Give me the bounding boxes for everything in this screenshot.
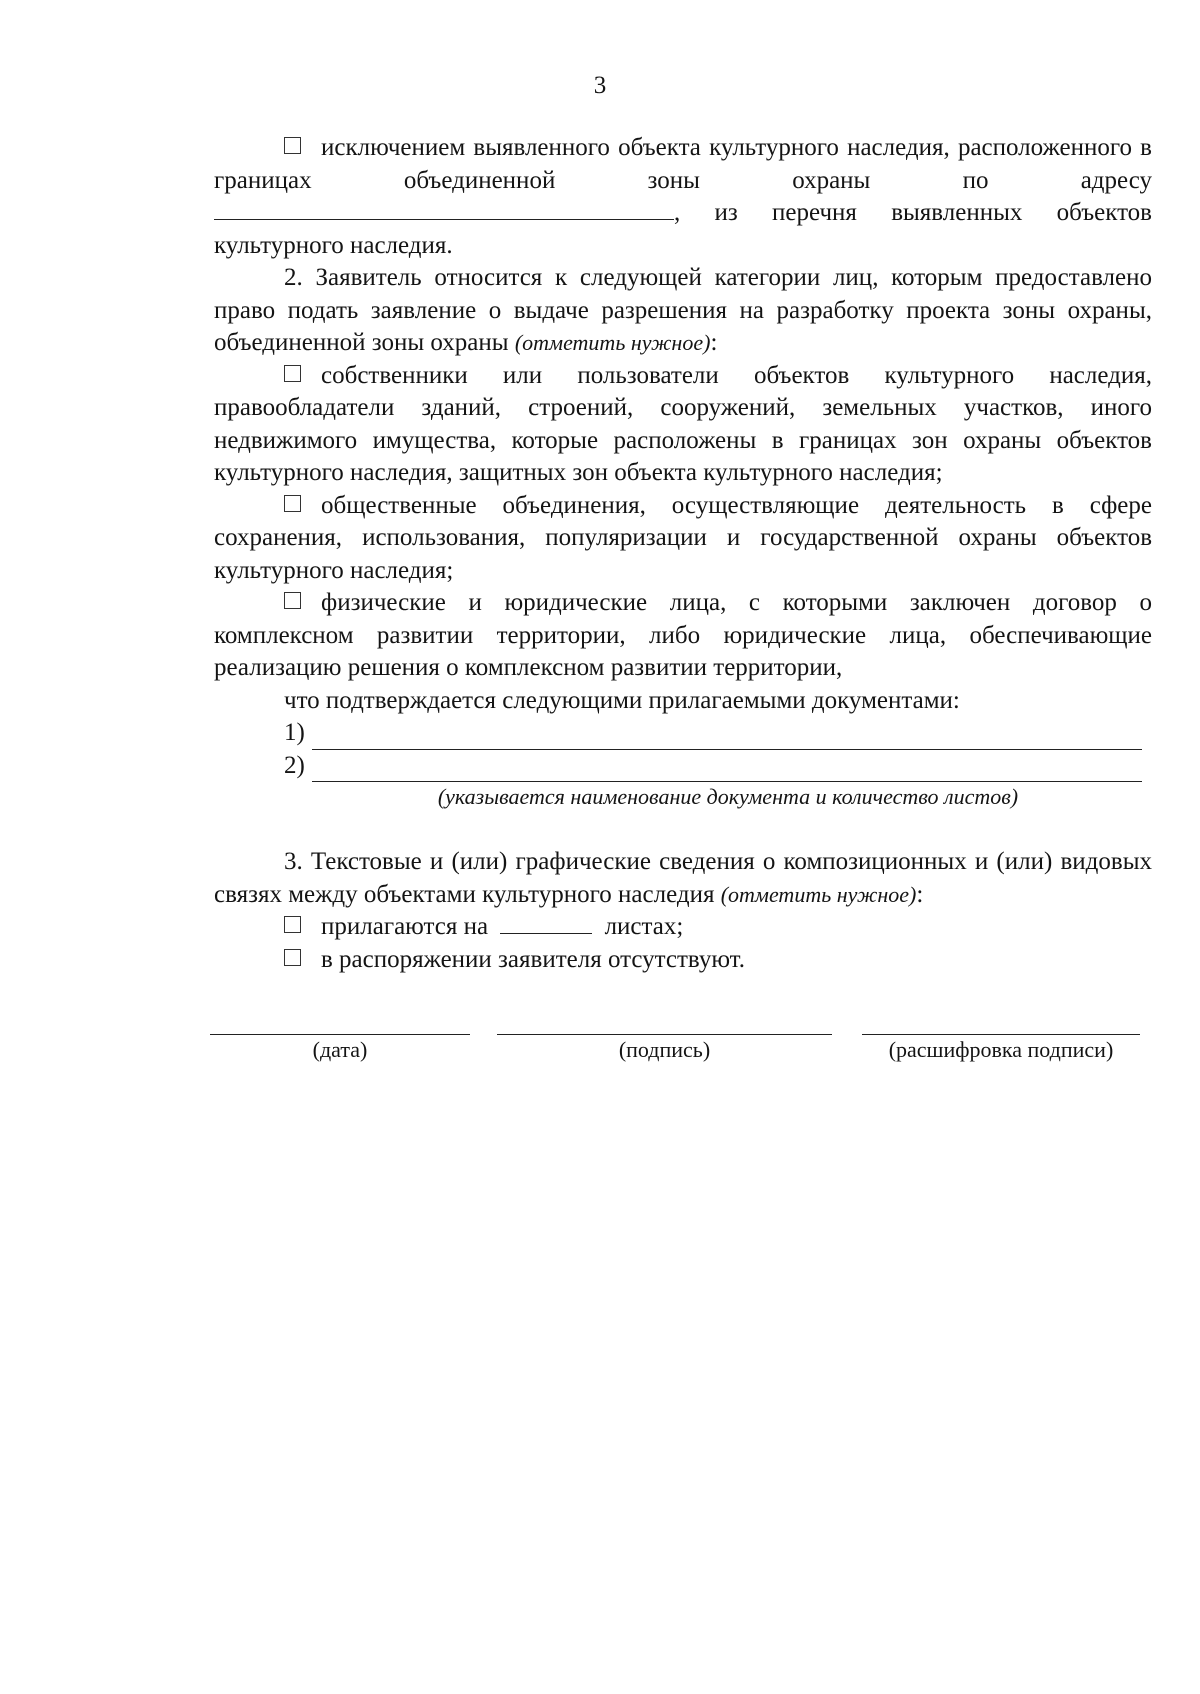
option-attached <box>214 911 1152 944</box>
confirm-documents: что подтверждается следующими прилагаемыми документами: <box>284 686 960 714</box>
document-number-1: 1) <box>284 719 305 746</box>
attached-prefix: прилагаются на <box>321 913 489 940</box>
checkbox-exclusion[interactable] <box>284 137 301 154</box>
attached-suffix: листах; <box>604 913 684 940</box>
signature-decode-label: (расшифровка подписи) <box>888 1037 1114 1062</box>
document-body <box>214 132 1152 976</box>
date-label: (дата) <box>312 1037 368 1062</box>
signature-label: (подпись) <box>618 1037 711 1062</box>
document-number-2: 2) <box>284 751 305 779</box>
checkbox-absent[interactable] <box>284 949 301 966</box>
document-row-1 <box>284 717 1152 750</box>
signature-block <box>210 1004 1150 1064</box>
option-public-associations <box>214 490 1152 588</box>
signature-decode-field[interactable] <box>862 1004 1140 1035</box>
document-caption: (указывается наименование документа и количество листов) <box>437 784 1019 809</box>
signature-field-group <box>497 1004 832 1063</box>
option-persons-text: физические и юридические лица, с которыми заключен договор о комплексном развитии территории, либо юридические лица, обеспечивающие реализацию решения о комплексном развитии территории, <box>214 589 1152 681</box>
option-owners-text: собственники или пользователи объектов культурного наследия, правообладатели зданий, строений, сооружений, земельных участков, иного недвижимого имущества, которые расположены в границах зон охраны объектов культурного наследия, защитных зон объекта культурного наследия; <box>214 361 1152 486</box>
composition-links-colon: : <box>916 880 924 908</box>
composition-links-text: 3. Текстовые и (или) графические сведения о композиционных и (или) видовых связях между объектами культурного наследия <box>214 848 1152 908</box>
composition-links-note: (отметить нужное) <box>720 881 917 907</box>
exclusion-text-2: , из перечня выявленных объектов культурного наследия. <box>214 199 1152 259</box>
absent-text: в распоряжении заявителя отсутствуют. <box>321 945 745 973</box>
address-field[interactable] <box>214 197 674 220</box>
applicant-category-text: 2. Заявитель относится к следующей категории лиц, которым предоставлено право подать заявление о выдаче разрешения на разработку проекта зоны охраны, объединенной зоны охраны <box>214 264 1152 356</box>
checkbox-public-associations[interactable] <box>284 495 301 512</box>
document-field-1[interactable] <box>312 725 1142 750</box>
checkbox-owners[interactable] <box>284 365 301 382</box>
paragraph-applicant-category <box>214 262 1152 360</box>
option-absent <box>214 944 1152 977</box>
applicant-category-colon: : <box>710 329 718 356</box>
option-public-associations-text: общественные объединения, осуществляющие деятельность в сфере сохранения, использования, популяризации и государственной охраны объектов культурного наследия; <box>214 491 1152 584</box>
option-persons <box>214 587 1152 685</box>
page-number: 3 <box>593 72 607 99</box>
applicant-category-note: (отметить нужное) <box>514 330 711 355</box>
checkbox-attached[interactable] <box>284 916 301 933</box>
date-field[interactable] <box>210 1004 470 1035</box>
document-row-2 <box>284 750 1152 783</box>
sheets-count-field[interactable] <box>500 911 592 934</box>
spacer <box>214 812 1152 846</box>
exclusion-text-1: исключением выявленного объекта культурного наследия, расположенного в границах объединенной зоны охраны по адресу <box>214 134 1152 194</box>
signature-decode-group <box>862 1004 1140 1063</box>
paragraph-exclusion <box>214 132 1152 262</box>
paragraph-composition-links <box>214 846 1152 911</box>
signature-field[interactable] <box>497 1004 832 1035</box>
date-field-group <box>210 1004 470 1063</box>
document-field-2[interactable] <box>312 757 1142 782</box>
option-owners <box>214 360 1152 490</box>
checkbox-persons[interactable] <box>284 592 301 609</box>
